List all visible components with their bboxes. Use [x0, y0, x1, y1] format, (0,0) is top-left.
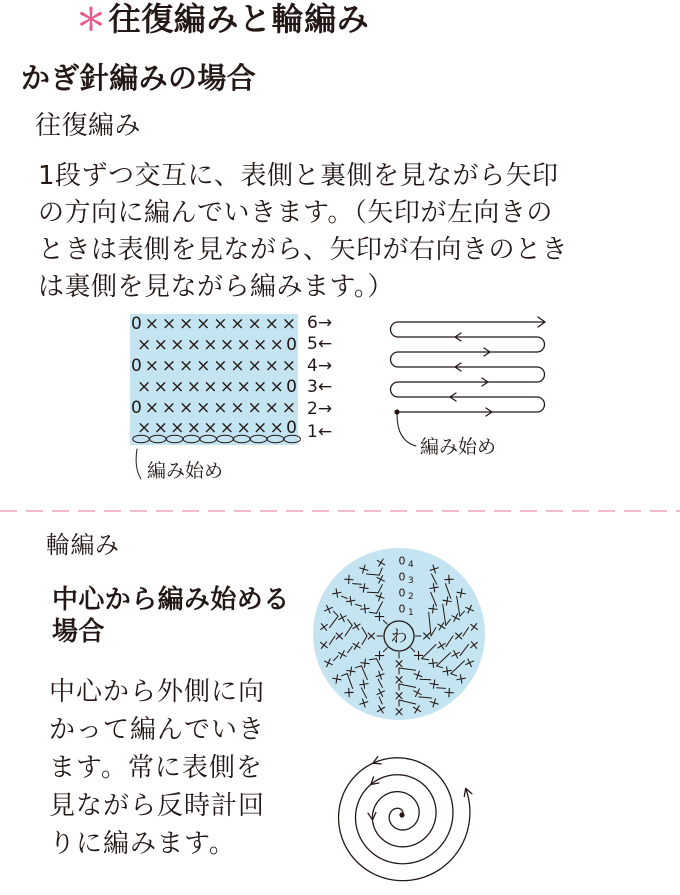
round-stitch: × [423, 653, 442, 672]
round-stitch: × [393, 687, 405, 703]
flat-description-line: 1段ずつ交互に、表側と裏側を見ながら矢印 [38, 161, 559, 191]
round-chain: 0 [398, 602, 406, 616]
round-stitch: × [340, 682, 359, 702]
row-label: 6→ [307, 313, 333, 333]
stitch-connector [437, 688, 446, 689]
round-stitch: × [437, 661, 456, 680]
round-stitch: × [334, 610, 352, 626]
row-label: 5← [307, 334, 333, 354]
round-stitch: × [451, 584, 470, 603]
stitch-row: ×××××××××0 [137, 335, 297, 355]
spiral-arrows [368, 757, 472, 820]
row-label: 1← [307, 422, 333, 442]
round-stitch: × [425, 693, 443, 712]
round-description-line: かって編んでいき [49, 715, 266, 745]
round-description-line: 見ながら反時計回 [49, 791, 266, 821]
flat-description-line: ときは表側を見ながら、矢印が右向きのとき [38, 235, 569, 265]
round-stitch: × [418, 630, 434, 642]
spiral-start-dot [399, 812, 404, 817]
magic-ring-label: わ [390, 627, 408, 647]
flat-direction-diagram [391, 317, 545, 458]
round-stitch: × [424, 674, 443, 693]
round-stitch: × [460, 654, 479, 671]
round-number-label: 4 [408, 560, 414, 570]
round-number-label: 3 [408, 576, 414, 586]
round-chain: 0 [398, 586, 406, 600]
round-stitch: × [409, 700, 424, 718]
flat-chart-start-leader [136, 449, 141, 479]
round-stitch: × [348, 638, 366, 653]
round-stitch: × [370, 645, 390, 665]
round-stitch: × [432, 619, 450, 634]
round-chain: 0 [398, 554, 406, 568]
round-stitch: × [316, 638, 333, 652]
round-stitch: × [355, 693, 373, 712]
round-stitch: × [423, 600, 442, 619]
stitch-rows [131, 313, 332, 442]
round-stitch: × [374, 700, 389, 718]
serpentine-path [391, 322, 545, 412]
stitch-connector [353, 584, 362, 585]
round-stitch: × [372, 665, 389, 684]
round-stitch: × [450, 630, 466, 642]
round-stitch: × [348, 619, 366, 634]
round-stitch: × [451, 669, 470, 688]
round-stitch-chart [313, 548, 485, 720]
row-label: 3← [307, 377, 333, 397]
spiral-path [339, 758, 470, 881]
row-label: 4→ [307, 356, 333, 376]
round-stitch: × [332, 630, 348, 642]
round-stitch: × [393, 703, 405, 719]
round-stitch: × [465, 620, 482, 634]
stitch-connector [420, 679, 431, 680]
round-chain: 0 [398, 570, 406, 584]
round-stitch: × [340, 570, 359, 590]
round-stitch: × [355, 674, 374, 693]
stitch-row: 0××××××××× [131, 356, 296, 376]
round-stitch: × [439, 570, 458, 590]
round-stitch: × [355, 560, 373, 579]
round-heading: 輪編み [46, 531, 120, 559]
stitch-row: ×××××××××0 [137, 377, 297, 397]
round-stitch: × [370, 607, 390, 627]
round-stitch: × [393, 671, 405, 687]
round-description-line: ます。常に表側を [49, 753, 263, 783]
round-stitch: × [364, 630, 380, 642]
round-stitch: × [374, 554, 389, 572]
round-description-line: 中心から外側に向 [49, 677, 266, 707]
flat-description-line: の方向に編んでいきます。（矢印が左向きの [38, 198, 553, 228]
round-stitch: × [465, 638, 482, 652]
round-stitch: × [328, 584, 347, 603]
round-stitch: × [355, 579, 374, 598]
round-stitch: × [356, 600, 375, 619]
round-stitch: × [356, 653, 375, 672]
round-stitch: × [319, 601, 338, 618]
round-subheading-line: 場合 [52, 617, 105, 647]
flat-chart-start-label: 編み始め [147, 460, 224, 482]
round-description-line: りに編みます。 [49, 829, 236, 859]
round-stitch: × [372, 588, 389, 607]
round-stitch: × [446, 610, 464, 626]
round-stitch: × [408, 645, 428, 665]
round-stitch: × [393, 655, 405, 671]
round-stitch: × [437, 592, 456, 611]
round-stitch: × [342, 592, 361, 611]
round-stitch: × [446, 646, 464, 662]
round-stitch: × [439, 682, 458, 702]
stitch-row: ×××××××××0 [137, 418, 297, 438]
flat-heading: 往復編み [35, 111, 142, 141]
round-stitch: × [373, 571, 389, 589]
section-heading: かぎ針編みの場合 [21, 61, 257, 95]
direction-start-leader [397, 414, 416, 446]
round-stitch: × [432, 638, 450, 653]
page-title-text: 往復編みと輪編み [108, 0, 370, 38]
stitch-connector [367, 592, 378, 593]
flat-stitch-chart [130, 313, 332, 482]
round-stitch: × [319, 654, 338, 671]
row-label: 2→ [307, 399, 333, 419]
round-stitch: × [342, 661, 361, 680]
round-stitch: × [328, 669, 347, 688]
round-stitch: × [409, 665, 426, 684]
round-stitch: × [373, 683, 389, 701]
round-number-label: 1 [408, 608, 414, 618]
direction-start-label: 編み始め [420, 436, 497, 458]
stitch-row: 0××××××××× [131, 398, 296, 418]
spiral-direction-diagram [339, 757, 472, 881]
stitch-row: 0××××××××× [131, 314, 296, 334]
round-stitch: × [424, 579, 443, 598]
round-stitch: × [409, 683, 425, 701]
flat-description-line: は裏側を見ながら編みます。） [38, 272, 394, 302]
round-stitch: × [460, 601, 479, 618]
round-number-label: 2 [408, 592, 414, 602]
round-stitch: × [334, 646, 352, 662]
round-stitch: × [316, 620, 333, 634]
asterisk-icon: ＊ [76, 3, 107, 38]
round-subheading-line: 中心から編み始める [52, 585, 290, 615]
round-stitch: × [425, 560, 443, 579]
